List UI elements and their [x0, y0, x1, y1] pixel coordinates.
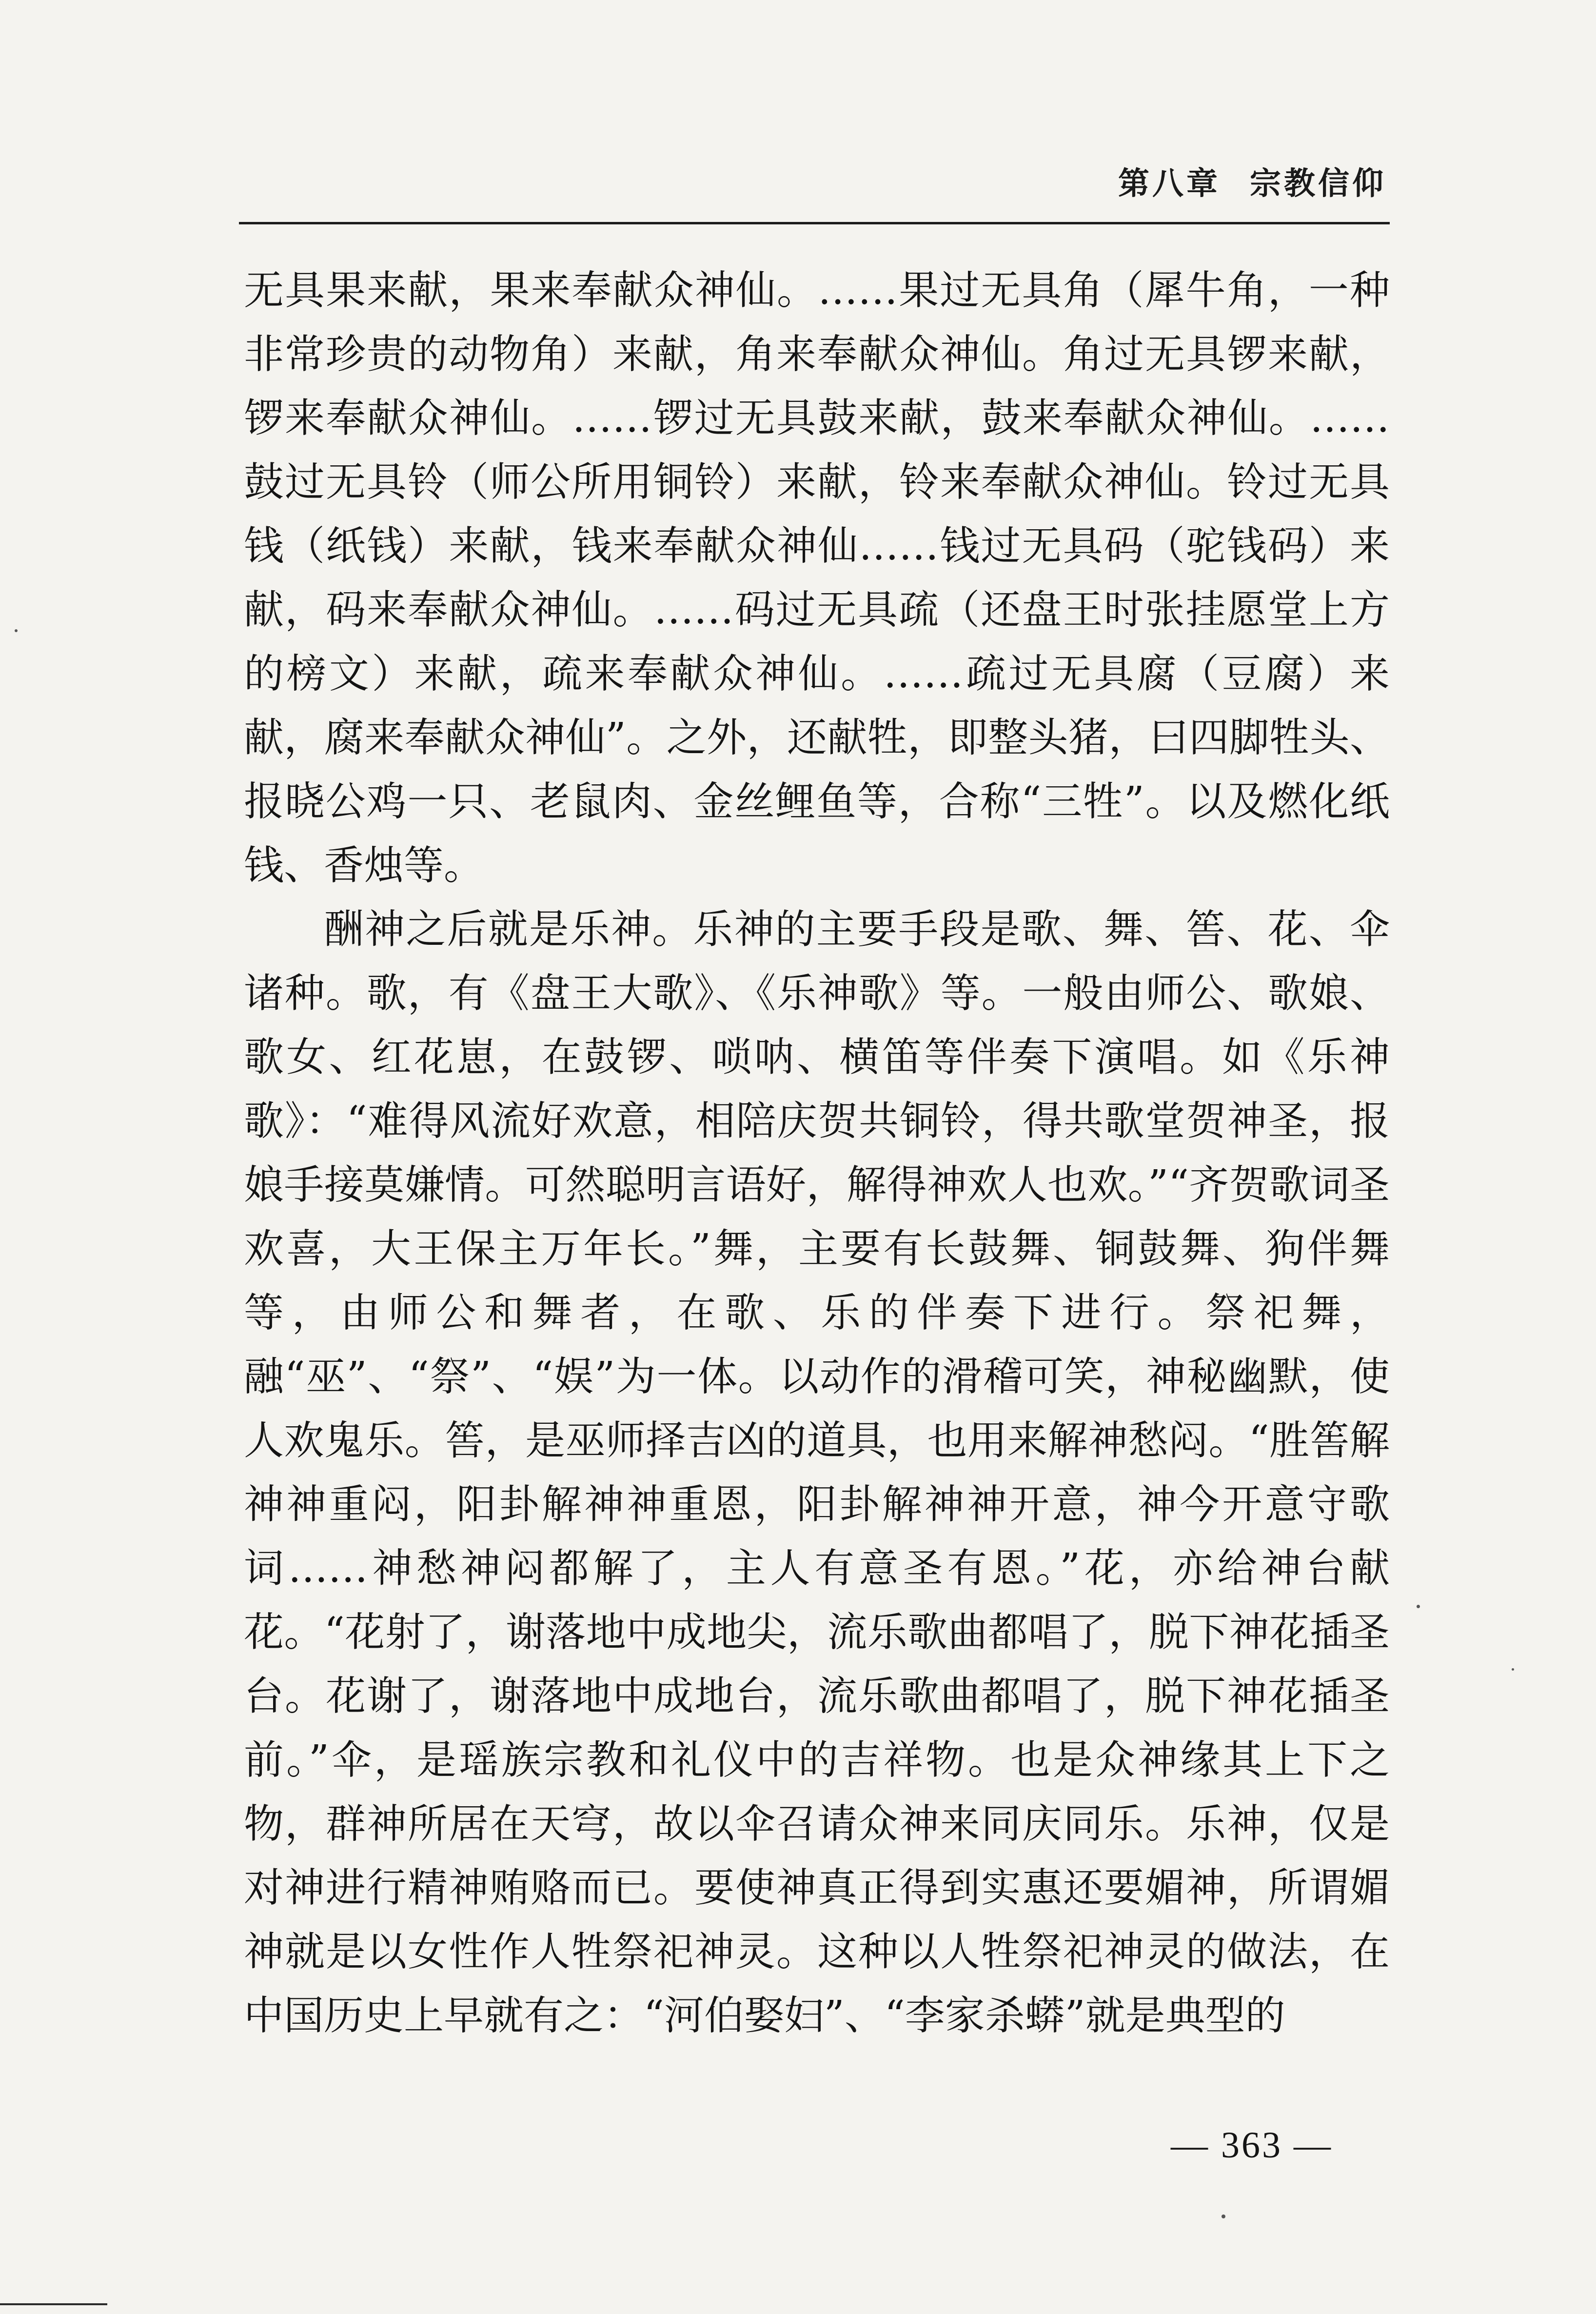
paragraph-continued: 无具果来献，果来奉献众神仙。……果过无具角（犀牛角，一种非常珍贵的动物角）来献，角来奉献众神仙。角过无具锣来献，锣来奉献众神仙。……锣过无具鼓来献，鼓来奉献众神仙。……鼓过无具铃（师公所用铜铃）来献，铃来奉献众神仙。铃过无具钱（纸钱）来献，钱来奉献众神仙……钱过无具码（驼钱码）来献，码来奉献众神仙。……码过无具疏（还盘王时张挂愿堂上方的榜文）来献，疏来奉献众神仙。……疏过无具腐（豆腐）来献，腐来奉献众神仙”。之外，还献牲，即整头猪，曰四脚牲头、报晓公鸡一只、老鼠肉、金丝鲤鱼等，合称“三牲”。以及燃化纸钱、香烛等。: [244, 267, 1390, 889]
body-text: [244, 259, 1390, 2122]
chapter-label: 第八章: [1118, 165, 1221, 202]
scan-speck: [1222, 2214, 1225, 2218]
page-number: — 363 —: [1171, 2125, 1333, 2166]
scan-speck: [1512, 1668, 1514, 1671]
scan-speck: [15, 629, 18, 632]
running-head: [1118, 159, 1386, 203]
scan-speck: [1417, 1605, 1420, 1608]
scan-edge-line: [0, 2303, 107, 2305]
paragraph: 酬神之后就是乐神。乐神的主要手段是歌、舞、筶、花、伞诸种。歌，有《盘王大歌》、《乐神歌》等。一般由师公、歌娘、歌女、红花崽，在鼓锣、唢呐、横笛等伴奏下演唱。如《乐神歌》：“难得风流好欢意，相陪庆贺共铜铃，得共歌堂贺神圣，报娘手接莫嫌情。可然聪明言语好，解得神欢人也欢。”“齐贺歌词圣欢喜，大王保主万年长。”舞，主要有长鼓舞、铜鼓舞、狗伴舞等，由师公和舞者，在歌、乐的伴奏下进行。祭祀舞，融“巫”、“祭”、“娱”为一体。以动作的滑稽可笑，神秘幽默，使人欢鬼乐。筶，是巫师择吉凶的道具，也用来解神愁闷。“胜筶解神神重闷，阳卦解神神重恩，阳卦解神神开意，神今开意守歌词……神愁神闷都解了，主人有意圣有恩。”花，亦给神台献花。“花射了，谢落地中成地尖，流乐歌曲都唱了，脱下神花插圣台。花谢了，谢落地中成地台，流乐歌曲都唱了，脱下神花插圣前。”伞，是瑶族宗教和礼仪中的吉祥物。也是众神缘其上下之物，群神所居在天穹，故以伞召请众神来同庆同乐。乐神，仅是对神进行精神贿赂而已。要使神真正得到实惠还要媚神，所谓媚神就是以女性作人牲祭祀神灵。这种以人牲祭祀神灵的做法，在中国历史上早就有之：“河伯娶妇”、“李家杀蟒”就是典型的: [244, 906, 1390, 2039]
chapter-title: 宗教信仰: [1250, 165, 1386, 202]
header-rule: [239, 222, 1390, 224]
